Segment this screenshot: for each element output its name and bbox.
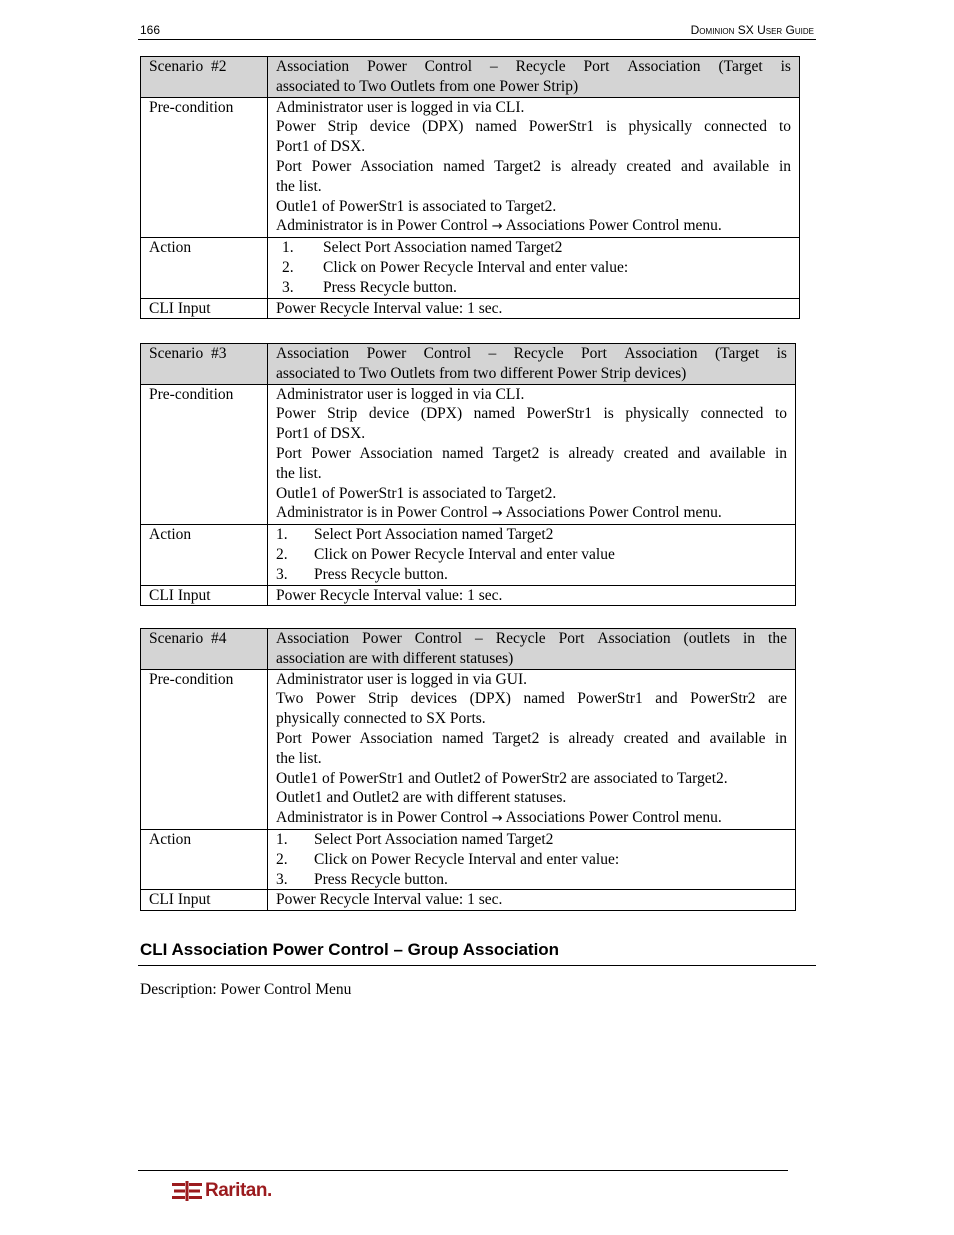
title-word: Control: [423, 345, 472, 362]
title-word: the: [768, 630, 787, 647]
section-description: Description: Power Control Menu: [140, 981, 352, 998]
step-number: 2.: [282, 258, 294, 276]
step-number: 2.: [276, 545, 288, 563]
scenario-header-row: [141, 629, 796, 670]
scenario-title-line: [276, 57, 791, 77]
scenario-title: [268, 57, 800, 98]
precondition-line: physically connected to SX Ports.: [276, 710, 486, 728]
precondition-label: Pre-condition: [141, 669, 268, 829]
scenario-label: Scenario #3: [141, 344, 268, 385]
scenario-4-table: [140, 628, 796, 911]
precondition-label: Pre-condition: [141, 384, 268, 525]
step-text: Press Recycle button.: [314, 870, 448, 888]
scenario-label: Scenario #2: [141, 57, 268, 98]
title-word: (Target: [714, 345, 760, 362]
input-value: Power Recycle Interval value: 1 sec.: [268, 298, 800, 319]
precondition-line: Port1 of DSX.: [276, 138, 366, 156]
header-rule: [138, 39, 816, 40]
step-text: Click on Power Recycle Interval and enter value:: [314, 850, 620, 868]
precondition-line: Port Power Association named Target2 is already created and available in: [276, 157, 791, 175]
title-word: (outlets: [683, 630, 731, 647]
arrow-icon: →: [491, 811, 503, 827]
precondition-line: Power Strip device (DPX) named PowerStr1 is physically connected to: [276, 405, 787, 423]
title-word: Association: [276, 58, 350, 75]
title-word: Power: [367, 58, 407, 75]
precondition-line: the list.: [276, 177, 322, 195]
action-row: [141, 829, 796, 889]
list-item: [276, 525, 787, 545]
input-label: CLI Input: [141, 585, 268, 606]
precondition-label: Pre-condition: [141, 97, 268, 238]
title-word: Power: [366, 345, 407, 362]
title-word: Recycle: [495, 630, 546, 647]
precondition-line: [276, 216, 791, 237]
list-item: [282, 238, 791, 258]
raritan-mark-icon: [172, 1181, 202, 1201]
precondition-segment: Associations Power Control menu.: [505, 217, 722, 235]
scenario-2-table: [140, 56, 800, 319]
scenario-title-line: associated to Two Outlets from two different Power Strip devices): [276, 364, 687, 382]
title-word: in: [743, 630, 756, 647]
scenario-label: Scenario #4: [141, 629, 268, 670]
arrow-icon: →: [491, 219, 503, 235]
footer-rule: [138, 1170, 788, 1171]
scenario-title-line: association are with different statuses): [276, 649, 514, 667]
precondition-text: [268, 97, 800, 238]
precondition-segment: Administrator is in Power Control: [276, 504, 488, 522]
list-item: [276, 870, 787, 890]
list-item: [276, 565, 787, 585]
section-heading: CLI Association Power Control – Group Association: [140, 940, 560, 959]
precondition-segment: Associations Power Control menu.: [505, 504, 722, 522]
raritan-logo-text: Raritan.: [205, 1180, 272, 1201]
precondition-line: Outle1 of PowerStr1 and Outlet2 of PowerStr2 are associated to Target2.: [276, 769, 728, 787]
precondition-row: [141, 97, 800, 238]
action-steps: [268, 525, 796, 585]
precondition-line: Two Power Strip devices (DPX) named PowerStr1 and PowerStr2 are: [276, 690, 787, 708]
action-steps: [268, 238, 800, 298]
title-word: Power: [362, 630, 402, 647]
scenario-title-line: associated to Two Outlets from one Power Strip): [276, 77, 579, 95]
steps-list: [276, 525, 787, 584]
precondition-line: the list.: [276, 464, 322, 482]
title-word: Control: [424, 58, 473, 75]
step-number: 2.: [276, 850, 288, 868]
precondition-line: Outle1 of PowerStr1 is associated to Target2.: [276, 197, 557, 215]
title-word: –: [475, 630, 483, 647]
list-item: [276, 830, 787, 850]
scenario-title: [268, 629, 796, 670]
step-text: Click on Power Recycle Interval and enter value:: [323, 258, 629, 276]
document-title: Dominion SX User Guide: [690, 23, 814, 37]
title-word: Association: [627, 58, 701, 75]
precondition-line: Administrator user is logged in via GUI.: [276, 670, 527, 688]
step-text: Select Port Association named Target2: [323, 239, 563, 257]
title-word: Association: [597, 630, 671, 647]
list-item: [276, 545, 787, 565]
step-text: Press Recycle button.: [323, 278, 457, 296]
title-word: Recycle: [515, 58, 566, 75]
precondition-line: Administrator user is logged in via CLI.: [276, 98, 525, 116]
input-value: Power Recycle Interval value: 1 sec.: [268, 890, 796, 911]
scenario-3-table: [140, 343, 796, 606]
input-row: [141, 298, 800, 319]
input-label: CLI Input: [141, 890, 268, 911]
scenario-title-line: [276, 344, 787, 364]
title-word: is: [780, 58, 791, 75]
page-number: 166: [140, 23, 161, 37]
title-word: Recycle: [513, 345, 564, 362]
scenario-title: [268, 344, 796, 385]
action-label: Action: [141, 238, 268, 298]
step-number: 3.: [282, 278, 294, 296]
list-item: [282, 278, 791, 298]
precondition-row: [141, 669, 796, 829]
title-word: (Target: [718, 58, 763, 75]
steps-list: [276, 830, 787, 889]
step-number: 3.: [276, 870, 288, 888]
steps-list: [276, 238, 791, 297]
precondition-segment: Administrator is in Power Control: [276, 217, 488, 235]
raritan-logo: [172, 1180, 272, 1202]
input-value: Power Recycle Interval value: 1 sec.: [268, 585, 796, 606]
input-row: [141, 890, 796, 911]
title-word: Port: [558, 630, 585, 647]
precondition-line: [276, 503, 787, 524]
precondition-line: Outlet1 and Outlet2 are with different statuses.: [276, 789, 567, 807]
precondition-line: Port Power Association named Target2 is already created and available in: [276, 729, 787, 747]
precondition-segment: Administrator is in Power Control: [276, 809, 488, 827]
step-text: Select Port Association named Target2: [314, 830, 554, 848]
list-item: [282, 258, 791, 278]
precondition-line: Administrator user is logged in via CLI.: [276, 385, 525, 403]
list-item: [276, 850, 787, 870]
precondition-line: [276, 808, 787, 829]
step-number: 1.: [276, 830, 288, 848]
input-label: CLI Input: [141, 298, 268, 319]
input-row: [141, 585, 796, 606]
step-text: Select Port Association named Target2: [314, 526, 554, 544]
title-word: Port: [581, 345, 607, 362]
step-number: 1.: [282, 239, 294, 257]
action-label: Action: [141, 525, 268, 585]
step-text: Click on Power Recycle Interval and enter value: [314, 545, 615, 563]
precondition-row: [141, 384, 796, 525]
arrow-icon: →: [491, 506, 503, 522]
precondition-line: Power Strip device (DPX) named PowerStr1 is physically connected to: [276, 118, 791, 136]
step-text: Press Recycle button.: [314, 565, 448, 583]
action-row: [141, 238, 800, 298]
title-word: –: [488, 345, 497, 362]
precondition-line: the list.: [276, 749, 322, 767]
title-word: Association: [624, 345, 698, 362]
precondition-line: Port Power Association named Target2 is already created and available in: [276, 444, 787, 462]
title-word: is: [776, 345, 787, 362]
action-label: Action: [141, 829, 268, 889]
title-word: Association: [276, 345, 350, 362]
title-word: Port: [583, 58, 610, 75]
precondition-segment: Associations Power Control menu.: [505, 809, 722, 827]
title-word: Control: [414, 630, 463, 647]
title-word: Association: [276, 630, 350, 647]
scenario-title-line: [276, 629, 787, 649]
precondition-text: [268, 384, 796, 525]
title-word: –: [489, 58, 498, 75]
action-row: [141, 525, 796, 585]
scenario-header-row: [141, 57, 800, 98]
step-number: 3.: [276, 565, 288, 583]
precondition-text: [268, 669, 796, 829]
precondition-line: Port1 of DSX.: [276, 425, 366, 443]
action-steps: [268, 829, 796, 889]
scenario-header-row: [141, 344, 796, 385]
precondition-line: Outle1 of PowerStr1 is associated to Target2.: [276, 484, 557, 502]
section-rule: [138, 965, 816, 966]
step-number: 1.: [276, 526, 288, 544]
